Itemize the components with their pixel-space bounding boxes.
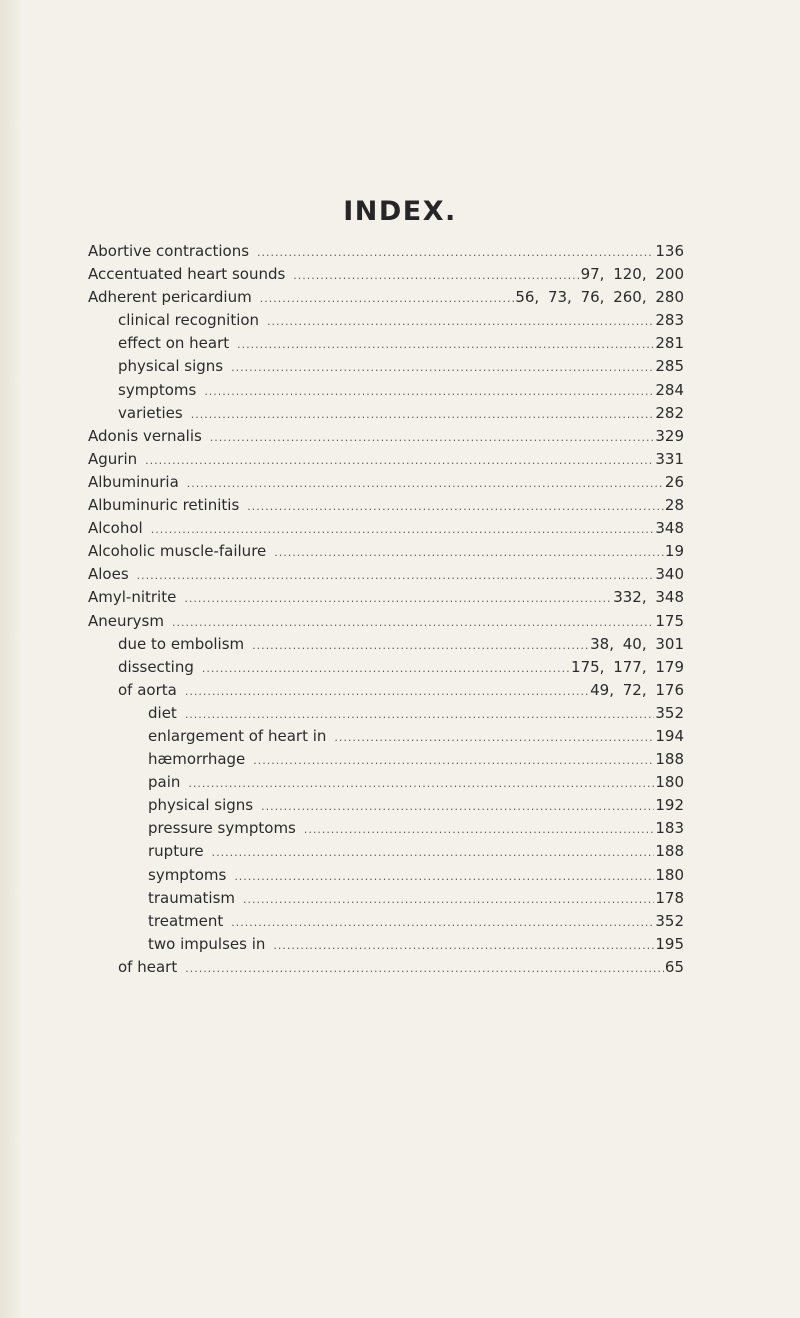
- index-subentry: [88, 309, 684, 332]
- entry-term: traumatism: [148, 888, 236, 907]
- dot-leader: [210, 426, 655, 448]
- index-entry: [88, 540, 684, 563]
- dot-leader: [257, 241, 654, 263]
- entry-term: rupture: [148, 842, 204, 861]
- entry-term: Accentuated heart sounds: [88, 265, 286, 284]
- entry-term: due to embolism: [118, 634, 245, 653]
- entry-term: pressure symptoms: [148, 819, 296, 838]
- entry-term: Aneurysm: [88, 611, 164, 630]
- dot-leader: [267, 310, 654, 332]
- dot-leader: [185, 957, 664, 979]
- dot-leader: [231, 356, 654, 378]
- index-subentry: [88, 771, 684, 794]
- entry-term: of aorta: [118, 680, 177, 699]
- entry-term: clinical recognition: [118, 311, 260, 330]
- entry-page-numbers: 194: [655, 726, 684, 745]
- entry-page-numbers: 282: [655, 403, 684, 422]
- entry-page-numbers: 19: [664, 542, 684, 561]
- dot-leader: [261, 795, 654, 817]
- index-subentry: [88, 725, 684, 748]
- entry-term: dissecting: [118, 657, 194, 676]
- entry-page-numbers: 175, 177, 179: [571, 657, 684, 676]
- dot-leader: [252, 634, 589, 656]
- index-entry: [88, 425, 684, 448]
- dot-leader: [191, 403, 655, 425]
- index-entry: [88, 263, 684, 286]
- entry-term: enlargement of heart in: [148, 726, 327, 745]
- dot-leader: [273, 934, 654, 956]
- dot-leader: [334, 726, 654, 748]
- index-subentry: [88, 332, 684, 355]
- entry-page-numbers: 284: [655, 380, 684, 399]
- index-subentry: [88, 402, 684, 425]
- index-subentry: [88, 840, 684, 863]
- entry-term: pain: [148, 773, 181, 792]
- entry-term: Aloes: [88, 565, 129, 584]
- dot-leader: [204, 380, 654, 402]
- dot-leader: [185, 703, 655, 725]
- entry-page-numbers: 26: [664, 472, 684, 491]
- index-entry-list: [88, 240, 684, 979]
- dot-leader: [247, 495, 664, 517]
- entry-term: Abortive contractions: [88, 242, 250, 260]
- index-subentry: [88, 679, 684, 702]
- entry-page-numbers: 65: [664, 957, 684, 976]
- entry-page-numbers: 285: [655, 357, 684, 376]
- entry-term: Alcoholic muscle-failure: [88, 542, 267, 561]
- dot-leader: [145, 449, 654, 471]
- entry-term: Albuminuria: [88, 472, 179, 491]
- index-entry: [88, 610, 684, 633]
- index-subentry: [88, 864, 684, 887]
- index-entry: [88, 286, 684, 309]
- entry-page-numbers: 195: [655, 934, 684, 953]
- index-subentry: [88, 748, 684, 771]
- entry-term: Agurin: [88, 449, 138, 468]
- entry-term: two impulses in: [148, 934, 266, 953]
- entry-page-numbers: 136: [655, 242, 684, 260]
- index-subentry: [88, 633, 684, 656]
- dot-leader: [212, 841, 655, 863]
- entry-term: symptoms: [118, 380, 197, 399]
- index-entry: [88, 240, 684, 263]
- index-subentry: [88, 887, 684, 910]
- index-subentry: [88, 379, 684, 402]
- dot-leader: [137, 564, 655, 586]
- entry-page-numbers: 283: [655, 311, 684, 330]
- entry-term: Albuminuric retinitis: [88, 496, 240, 515]
- entry-term: treatment: [148, 911, 224, 930]
- entry-term: Alcohol: [88, 519, 143, 538]
- entry-page-numbers: 56, 73, 76, 260, 280: [515, 288, 684, 307]
- entry-page-numbers: 340: [655, 565, 684, 584]
- entry-page-numbers: 175: [655, 611, 684, 630]
- dot-leader: [202, 657, 570, 679]
- entry-term: physical signs: [148, 796, 254, 815]
- dot-leader: [185, 680, 589, 702]
- dot-leader: [187, 472, 664, 494]
- entry-page-numbers: 180: [655, 865, 684, 884]
- dot-leader: [243, 888, 654, 910]
- dot-leader: [172, 611, 654, 633]
- index-subentry: [88, 355, 684, 378]
- dot-leader: [260, 287, 515, 309]
- dot-leader: [231, 911, 654, 933]
- entry-term: varieties: [118, 403, 183, 422]
- entry-term: physical signs: [118, 357, 224, 376]
- index-subentry: [88, 656, 684, 679]
- entry-page-numbers: 348: [655, 519, 684, 538]
- index-entry: [88, 494, 684, 517]
- index-subentry: [88, 702, 684, 725]
- entry-page-numbers: 180: [655, 773, 684, 792]
- index-entry: [88, 563, 684, 586]
- entry-page-numbers: 281: [655, 334, 684, 353]
- entry-page-numbers: 97, 120, 200: [580, 265, 684, 284]
- dot-leader: [184, 587, 612, 609]
- dot-leader: [234, 865, 654, 887]
- index-entry: [88, 471, 684, 494]
- entry-page-numbers: 331: [655, 449, 684, 468]
- entry-page-numbers: 49, 72, 176: [590, 680, 684, 699]
- index-entry: [88, 448, 684, 471]
- index-subentry: [88, 910, 684, 933]
- dot-leader: [274, 541, 664, 563]
- entry-page-numbers: 38, 40, 301: [590, 634, 684, 653]
- dot-leader: [237, 333, 654, 355]
- entry-page-numbers: 352: [655, 911, 684, 930]
- entry-term: Adherent pericardium: [88, 288, 252, 307]
- entry-page-numbers: 28: [664, 496, 684, 515]
- entry-term: hæmorrhage: [148, 750, 246, 769]
- entry-page-numbers: 332, 348: [613, 588, 684, 607]
- entry-page-numbers: 352: [655, 703, 684, 722]
- entry-page-numbers: 188: [655, 842, 684, 861]
- page-title: INDEX.: [343, 196, 457, 227]
- entry-term: effect on heart: [118, 334, 230, 353]
- index-entry: [88, 586, 684, 609]
- entry-page-numbers: 178: [655, 888, 684, 907]
- index-entry: [88, 517, 684, 540]
- dot-leader: [188, 772, 654, 794]
- dot-leader: [304, 818, 654, 840]
- entry-term: Amyl-nitrite: [88, 588, 177, 607]
- index-subentry: [88, 933, 684, 956]
- index-subentry: [88, 794, 684, 817]
- index-subentry: [88, 956, 684, 979]
- dot-leader: [253, 749, 654, 771]
- entry-term: of heart: [118, 957, 178, 976]
- dot-leader: [293, 264, 579, 286]
- entry-page-numbers: 188: [655, 750, 684, 769]
- entry-page-numbers: 183: [655, 819, 684, 838]
- entry-term: symptoms: [148, 865, 227, 884]
- entry-page-numbers: 192: [655, 796, 684, 815]
- entry-term: diet: [148, 703, 177, 722]
- dot-leader: [151, 518, 655, 540]
- entry-term: Adonis vernalis: [88, 426, 202, 445]
- index-subentry: [88, 817, 684, 840]
- entry-page-numbers: 329: [655, 426, 684, 445]
